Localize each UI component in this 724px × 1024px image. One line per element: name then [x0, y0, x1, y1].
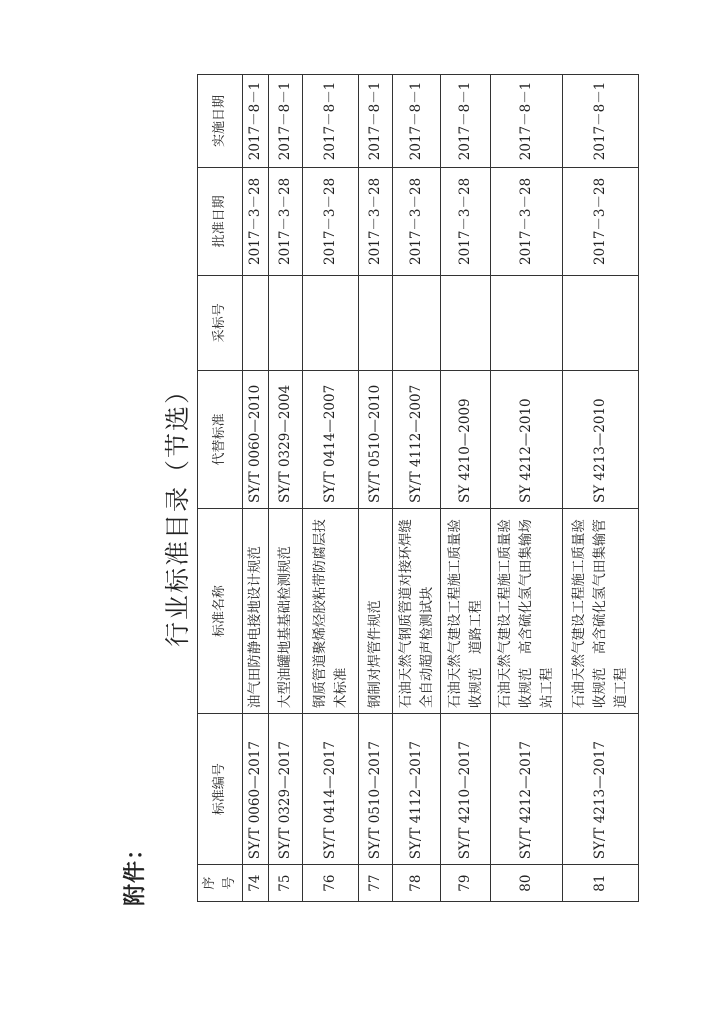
- cell-no: 77: [359, 865, 393, 902]
- cell-code: SY/T 0510—2017: [359, 714, 393, 865]
- cell-code: SY/T 4213—2017: [563, 714, 639, 865]
- cell-approval-date: 2017－3－28: [491, 167, 563, 275]
- table-row: [441, 75, 491, 902]
- cell-name: 石油天然气钢质管道对接环焊缝全自动超声检测试块: [393, 509, 441, 714]
- cell-implementation-date: 2017－8－1: [243, 75, 269, 168]
- cell-no: 76: [303, 865, 359, 902]
- cell-replaced: SY/T 0329—2004: [269, 370, 303, 508]
- cell-adopted: [441, 275, 491, 370]
- cell-adopted: [303, 275, 359, 370]
- cell-adopted: [243, 275, 269, 370]
- cell-adopted: [563, 275, 639, 370]
- cell-approval-date: 2017－3－28: [393, 167, 441, 275]
- cell-approval-date: 2017－3－28: [303, 167, 359, 275]
- cell-code: SY/T 0414—2017: [303, 714, 359, 865]
- header-approval-date: 批准日期: [198, 167, 243, 275]
- cell-replaced: SY/T 4112—2007: [393, 370, 441, 508]
- cell-name: 钢制对焊管件规范: [359, 509, 393, 714]
- cell-code: SY/T 4212—2017: [491, 714, 563, 865]
- cell-name: 石油天然气建设工程施工质量验收规范 高含硫化氢气田集输管道工程: [563, 509, 639, 714]
- cell-name: 油气田防静电接地设计规范: [243, 509, 269, 714]
- table-row: [269, 75, 303, 902]
- cell-adopted: [269, 275, 303, 370]
- cell-adopted: [491, 275, 563, 370]
- attachment-label: 附件：: [123, 836, 148, 906]
- cell-implementation-date: 2017－8－1: [393, 75, 441, 168]
- cell-replaced: SY 4212—2010: [491, 370, 563, 508]
- cell-implementation-date: 2017－8－1: [269, 75, 303, 168]
- cell-code: SY/T 4112—2017: [393, 714, 441, 865]
- table-row: [563, 75, 639, 902]
- cell-implementation-date: 2017－8－1: [359, 75, 393, 168]
- cell-replaced: SY/T 0414—2007: [303, 370, 359, 508]
- cell-name: 钢质管道聚烯烃胶粘带防腐层技术标准: [303, 509, 359, 714]
- header-adopted: 采标号: [198, 275, 243, 370]
- page-title: 行业标准目录（节选）: [163, 377, 192, 648]
- cell-replaced: SY/T 0510—2010: [359, 370, 393, 508]
- cell-name: 石油天然气建设工程施工质量验收规范 道路工程: [441, 509, 491, 714]
- cell-code: SY/T 0329—2017: [269, 714, 303, 865]
- cell-no: 79: [441, 865, 491, 902]
- cell-no: 74: [243, 865, 269, 902]
- cell-code: SY/T 4210—2017: [441, 714, 491, 865]
- cell-replaced: SY/T 0060—2010: [243, 370, 269, 508]
- table-row: [243, 75, 269, 902]
- header-implementation-date: 实施日期: [198, 75, 243, 168]
- cell-implementation-date: 2017－8－1: [441, 75, 491, 168]
- header-replaced: 代替标准: [198, 370, 243, 508]
- cell-adopted: [393, 275, 441, 370]
- table-row: [303, 75, 359, 902]
- cell-implementation-date: 2017－8－1: [491, 75, 563, 168]
- cell-name: 石油天然气建设工程施工质量验收规范 高含硫化氢气田集输场站工程: [491, 509, 563, 714]
- cell-approval-date: 2017－3－28: [269, 167, 303, 275]
- cell-code: SY/T 0060—2017: [243, 714, 269, 865]
- cell-approval-date: 2017－3－28: [563, 167, 639, 275]
- cell-implementation-date: 2017－8－1: [563, 75, 639, 168]
- cell-no: 81: [563, 865, 639, 902]
- cell-name: 大型油罐地基基础检测规范: [269, 509, 303, 714]
- standards-table: [197, 74, 639, 902]
- table-row: [491, 75, 563, 902]
- cell-approval-date: 2017－3－28: [359, 167, 393, 275]
- cell-adopted: [359, 275, 393, 370]
- cell-replaced: SY 4210—2009: [441, 370, 491, 508]
- cell-no: 80: [491, 865, 563, 902]
- header-no: 序号: [198, 865, 243, 902]
- header-name: 标准名称: [198, 509, 243, 714]
- table-row: [359, 75, 393, 902]
- table-header-row: [198, 75, 243, 902]
- cell-no: 75: [269, 865, 303, 902]
- cell-implementation-date: 2017－8－1: [303, 75, 359, 168]
- cell-approval-date: 2017－3－28: [243, 167, 269, 275]
- cell-no: 78: [393, 865, 441, 902]
- cell-replaced: SY 4213—2010: [563, 370, 639, 508]
- cell-approval-date: 2017－3－28: [441, 167, 491, 275]
- header-code: 标准编号: [198, 714, 243, 865]
- table-row: [393, 75, 441, 902]
